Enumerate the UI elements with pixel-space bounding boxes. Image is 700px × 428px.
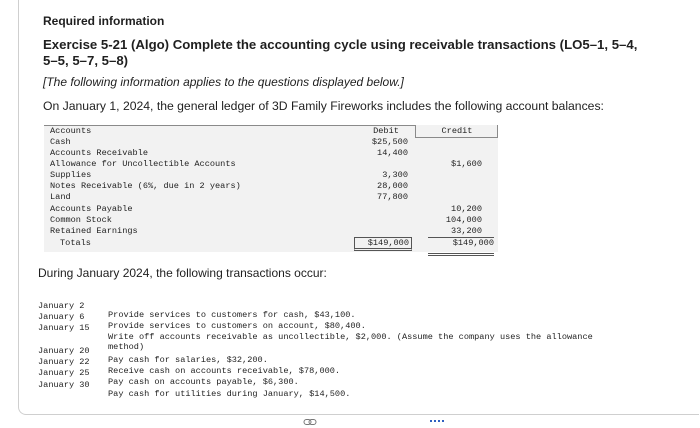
ledger-row-credit: 10,200 [451,204,482,214]
exercise-title: Exercise 5-21 (Algo) Complete the accounting cycle using receivable transactions (LO5–1, 5–4, 5–5, 5–7, 5–8) [43,37,638,68]
total-debit: $149,000 [354,237,412,251]
accounts-header: Accounts [50,126,92,136]
transactions-heading: During January 2024, the following transactions occur: [38,266,327,280]
ledger-row-account: Accounts Payable [50,204,133,214]
ledger-row-account: Accounts Receivable [50,148,148,158]
transaction-date: January 22 [38,356,90,367]
transaction-desc: Provide services to customers on account, $80,400. [108,321,366,331]
required-heading: Required information [43,14,165,28]
ledger-row-account: Allowance for Uncollectible Accounts [50,159,236,169]
ledger-row-debit: 77,800 [377,192,408,202]
ledger-row-account: Supplies [50,170,92,180]
transaction-date: January 15 [38,322,90,333]
resize-handle-icon[interactable] [430,418,444,424]
transaction-date: January 2 [38,300,85,311]
ledger-row-account: Notes Receivable (6%, due in 2 years) [50,181,241,191]
ledger-row-credit: 33,200 [451,226,482,236]
ledger-row-credit: $1,600 [451,159,482,169]
transaction-date: January 30 [38,379,90,390]
transaction-desc: Pay cash on accounts payable, $6,300. [108,377,299,387]
transaction-desc: Pay cash for salaries, $32,200. [108,355,268,365]
transaction-desc: Receive cash on accounts receivable, $78,000. [108,366,341,376]
transaction-date: January 20 [38,345,90,356]
totals-label: Totals [60,238,91,248]
ledger-row-debit: 14,400 [377,148,408,158]
ledger-row-account: Cash [50,137,71,147]
ledger-row-debit: 3,300 [382,170,408,180]
ledger-table [44,125,498,252]
link-icon[interactable] [303,418,317,426]
transaction-desc: Provide services to customers for cash, $43,100. [108,310,356,320]
debit-header: Debit [373,126,399,136]
ledger-row-credit: 104,000 [445,215,482,225]
transaction-date: January 6 [38,311,85,322]
ledger-row-account: Common Stock [50,215,112,225]
intro-text: On January 1, 2024, the general ledger of 3D Family Fireworks includes the following account balances: [43,99,604,113]
credit-header: Credit [441,126,473,136]
transaction-date: January 25 [38,367,90,378]
ledger-row-debit: $25,500 [371,137,408,147]
ledger-row-account: Retained Earnings [50,226,138,236]
info-note: [The following information applies to the questions displayed below.] [43,75,404,89]
transaction-desc: Write off accounts receivable as uncollectible, $2,000. (Assume the company uses the allowance method) [108,332,598,352]
transaction-desc: Pay cash for utilities during January, $14,500. [108,389,351,399]
ledger-row-debit: 28,000 [377,181,408,191]
total-credit: $149,000 [428,237,494,256]
ledger-row-account: Land [50,192,71,202]
